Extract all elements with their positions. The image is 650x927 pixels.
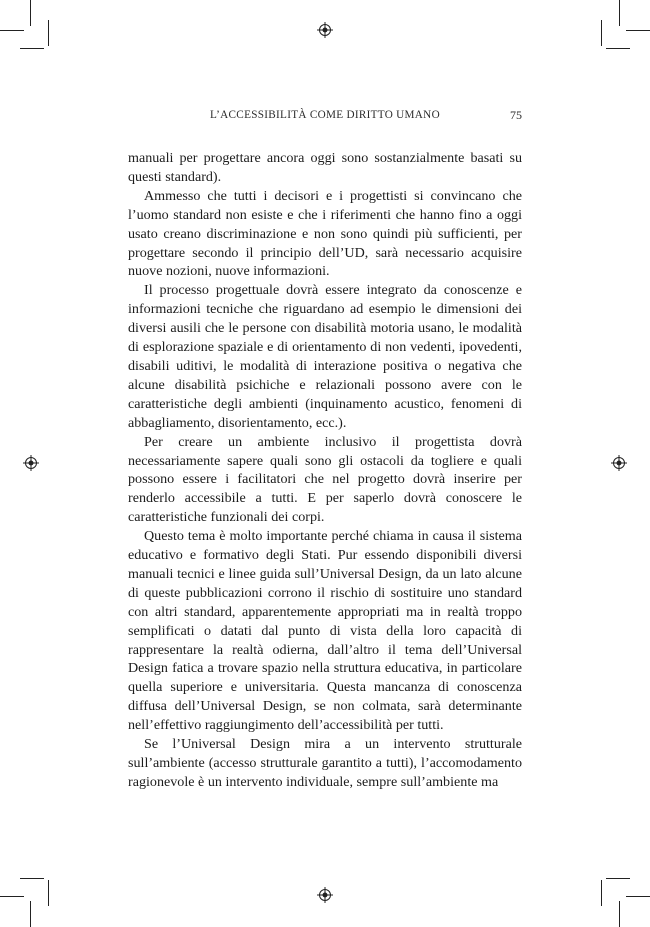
crop-mark — [48, 880, 49, 906]
crop-mark — [601, 20, 602, 46]
registration-target-icon — [23, 455, 39, 471]
crop-mark — [619, 0, 620, 26]
paragraph: Il processo progettuale dovrà essere integrato da conoscenze e informazioni tecniche che riguardano ad esempio le dimensioni dei diversi ausili che le persone con disabilità motoria usano, le modalità di esplorazione spaziale e di orientamento di non vedenti, ipovedenti, disabili uditivi, le modalità di interazione positiva o negativa che alcune disabilità psichiche e relazionali possono avere con le caratteristiche degli ambienti (inquinamento acustico, fenomeni di abbagliamento, disorientamento, ecc.). — [128, 282, 522, 431]
registration-target-icon — [317, 22, 333, 38]
running-title: L’ACCESSIBILITÀ COME DIRITTO UMANO — [210, 109, 440, 121]
crop-mark — [20, 48, 44, 49]
page-number: 75 — [510, 108, 522, 122]
crop-mark — [0, 896, 24, 897]
registration-target-icon — [317, 887, 333, 903]
crop-mark — [0, 30, 24, 31]
crop-mark — [48, 20, 49, 46]
paragraph: manuali per progettare ancora oggi sono sostanzialmente basati su questi standard). — [128, 150, 522, 185]
paragraph: Se l’Universal Design mira a un intervento strutturale sull’ambiente (accesso strutturale garantito a tutti), l’accomodamento ragionevole è un intervento individuale, sempre sull’ambiente ma — [128, 736, 522, 790]
paragraph: Ammesso che tutti i decisori e i progettisti si convincano che l’uomo standard non esiste e che i riferimenti che hanno fino a oggi usato creano discriminazione e non sono quindi più sufficienti, per progettare secondo il principio dell’UD, sarà necessario acquisire nuove nozioni, nuove informazioni. — [128, 187, 522, 280]
paragraph: Questo tema è molto importante perché chiama in causa il sistema educativo e formativo degli Stati. Pur essendo disponibili diversi manuali tecnici e linee guida sull’Universal Design, da un lato alcune di queste pubblicazioni corrono il rischio di sostituire uno standard con altri standard, apparentemente appropriati ma in realtà troppo semplificati o datati dal punto di vista della loro capacità di rappresentare la realtà odierna, dall’altro il tema dell’Universal Design fatica a trovare spazio nella struttura educativa, in particolare quella superiore e universitaria. Questa mancanza di conoscenza diffusa dell’Universal Design, se non colmata, sarà determinante nell’effettivo raggiungimento dell’accessibilità per tutti. — [128, 528, 522, 734]
body-text — [128, 149, 522, 792]
paragraph: Per creare un ambiente inclusivo il progettista dovrà necessariamente sapere quali sono gli ostacoli da togliere e quali possono essere i facilitatori che nel progetto dovrà inserire per renderlo accessibile a tutti. E per saperlo dovrà conoscere le caratteristiche funzionali dei corpi. — [128, 433, 522, 526]
crop-mark — [626, 896, 650, 897]
crop-mark — [626, 30, 650, 31]
crop-mark — [601, 880, 602, 906]
crop-mark — [606, 48, 630, 49]
crop-mark — [20, 878, 44, 879]
crop-mark — [619, 901, 620, 927]
registration-target-icon — [611, 455, 627, 471]
crop-mark — [30, 901, 31, 927]
crop-mark — [606, 878, 630, 879]
crop-mark — [30, 0, 31, 26]
